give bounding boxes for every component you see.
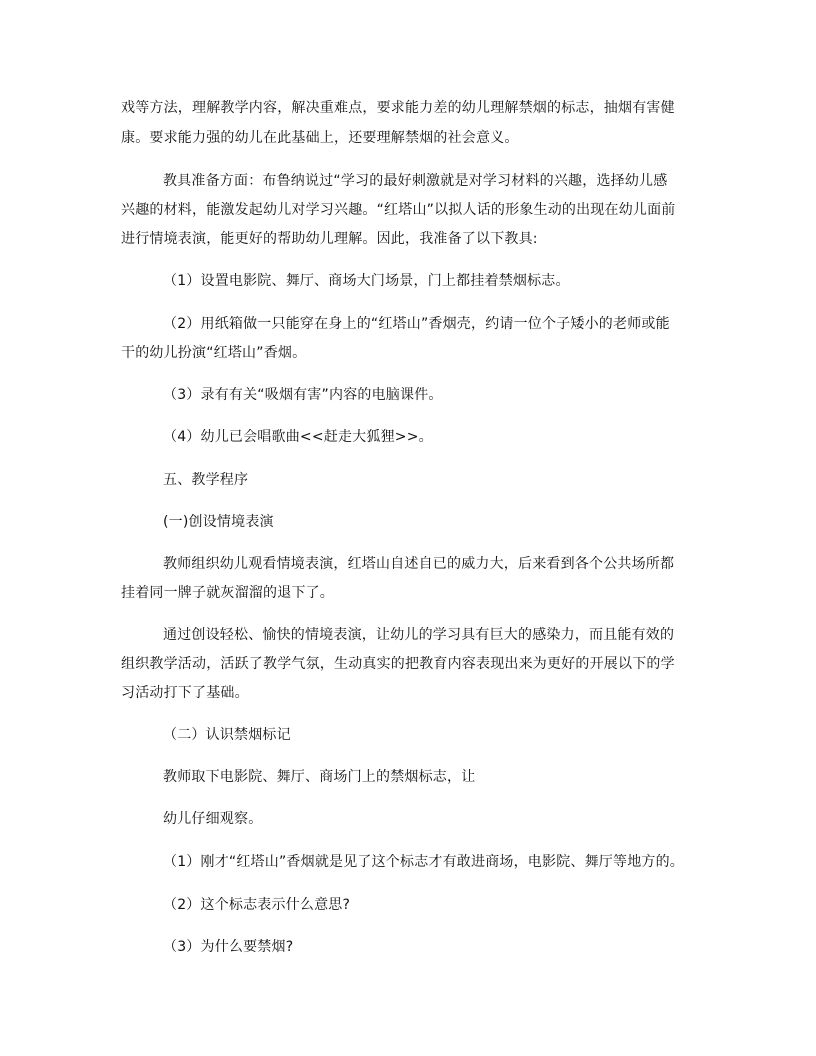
text-line: 康。要求能力强的幼儿在此基础上，还要理解禁烟的社会意义。 [121, 130, 519, 146]
text-line: 教具准备方面：布鲁纳说过“学习的最好刺激就是对学习材料的兴趣，选择幼儿感 [163, 173, 668, 189]
subsection-heading: （二）认识禁烟标记 [163, 727, 291, 743]
text-line: 幼儿仔细观察。 [163, 811, 263, 827]
text-line: 通过创设轻松、愉快的情境表演，让幼儿的学习具有巨大的感染力，而且能有效的 [163, 627, 675, 643]
text-line: 干的幼儿扮演“红塔山”香烟。 [121, 345, 307, 361]
text-line: （1）设置电影院、舞厅、商场大门场景，门上都挂着禁烟标志。 [163, 273, 570, 289]
section-heading: 五、教学程序 [163, 472, 249, 488]
text-line: 教师取下电影院、舞厅、商场门上的禁烟标志，让 [163, 769, 476, 785]
text-line: 教师组织幼儿观看情境表演，红塔山自述自已的威力大，后来看到各个公共场所都 [163, 556, 675, 572]
text-line: 组织教学活动，活跃了教学气氛，生动真实的把教育内容表现出来为更好的开展以下的学 [121, 656, 675, 672]
list-item: （2）这个标志表示什么意思? [163, 897, 351, 913]
text-line: （4）幼儿已会唱歌曲<<赶走大狐狸>>。 [163, 429, 433, 445]
text-line: 习活动打下了基础。 [121, 685, 249, 701]
text-line: （2）用纸箱做一只能穿在身上的“红塔山”香烟壳，约请一位个子矮小的老师或能 [163, 316, 670, 332]
text-line: 挂着同一牌子就灰溜溜的退下了。 [121, 585, 334, 601]
subsection-heading: (一)创设情境表演 [163, 514, 274, 530]
text-line: 戏等方法，理解教学内容，解决重难点，要求能力差的幼儿理解禁烟的标志，抽烟有害健 [121, 100, 675, 116]
text-line: （3）录有有关“吸烟有害”内容的电脑课件。 [163, 387, 443, 403]
list-item: （3）为什么要禁烟? [163, 939, 294, 955]
text-line: 兴趣的材料，能激发起幼儿对学习兴趣。“红塔山”以拟人话的形象生动的出现在幼儿面前 [121, 202, 676, 218]
text-line: 进行情境表演，能更好的帮助幼儿理解。因此，我准备了以下教具: [121, 231, 538, 247]
list-item: （1）刚才“红塔山”香烟就是见了这个标志才有敢进商场，电影院、舞厅等地方的。 [163, 854, 685, 870]
